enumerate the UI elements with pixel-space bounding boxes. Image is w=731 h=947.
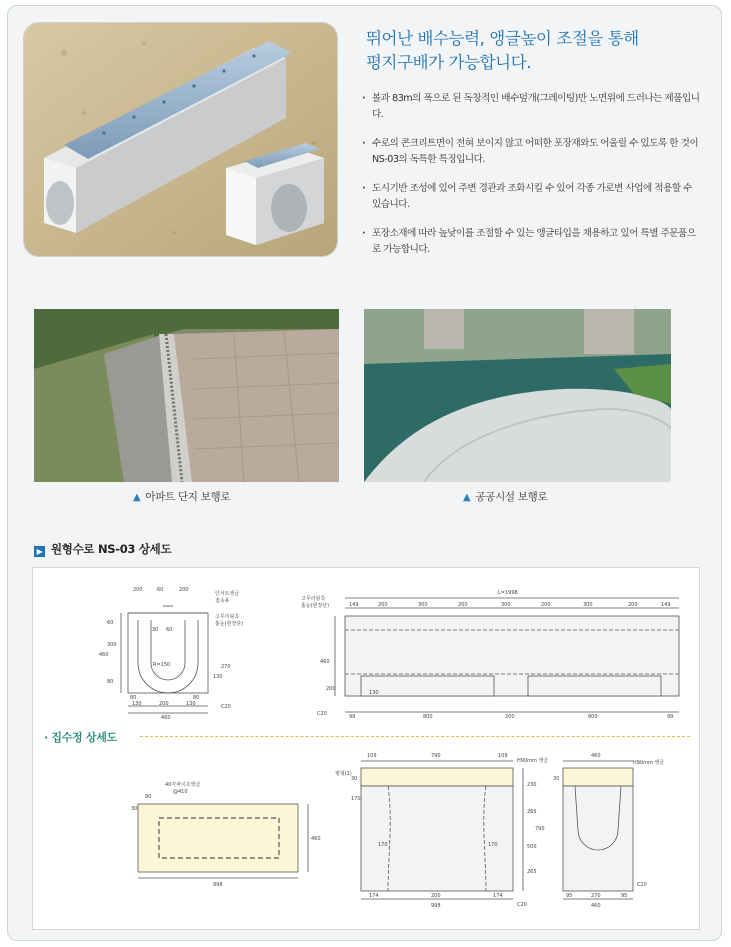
feature-item: · 볼과 83m의 폭으로 된 독창적인 배수덮개(그레이팅)만 노면위에 드러나는 제품입니다. xyxy=(362,91,702,122)
headline-line-1: 뛰어난 배수능력, 앵글높이 조절을 통해 xyxy=(366,29,639,48)
dim-label: 270 xyxy=(591,893,601,899)
product-hero-image xyxy=(23,22,338,257)
dim-label: 99 xyxy=(349,714,356,720)
dim-label: 149 xyxy=(349,602,359,608)
side-elevation-drawing xyxy=(335,598,679,712)
headline-line-2: 평지구배가 가능합니다. xyxy=(366,53,532,72)
dim-label: 200 xyxy=(159,701,169,707)
dim-label: 500 xyxy=(527,844,537,850)
dim-label: 800 xyxy=(423,714,433,720)
dim-label: 30 xyxy=(152,627,159,633)
feature-item: · 도시기반 조성에 있어 주변 경관과 조화시킬 수 있어 각종 가로변 사업에 적용할 수 있습니다. xyxy=(362,181,702,212)
dim-label: 200 xyxy=(541,602,551,608)
dim-label: 109 xyxy=(367,753,377,759)
dim-label: C20 xyxy=(517,902,527,908)
dim-label: 130 xyxy=(132,701,142,707)
dim-label: 60 xyxy=(166,627,173,633)
dim-label: 174 xyxy=(493,893,503,899)
feature-item: · 포장소재에 따라 높낮이를 조절할 수 있는 앵글타입을 채용하고 있어 특별 주문품으로 가능합니다. xyxy=(362,226,702,257)
dim-label: 170 xyxy=(378,842,388,848)
catch-basin-plan-drawing xyxy=(138,804,308,878)
dim-label: 174 xyxy=(369,893,379,899)
technical-drawing-panel xyxy=(32,567,700,930)
catch-basin-side-drawing xyxy=(361,761,523,899)
dim-label: 300 xyxy=(583,602,593,608)
dim-label: C20 xyxy=(221,704,231,710)
dim-label: 95 xyxy=(621,893,628,899)
dim-label: H90mm 앵글 xyxy=(633,760,665,766)
headline xyxy=(366,27,706,75)
dim-label: 30 xyxy=(131,806,138,812)
dim-label: 홈눈(현장단) xyxy=(215,621,244,627)
dim-label: 고무리핑측 xyxy=(215,614,240,620)
public-walkway-photo xyxy=(364,309,671,482)
dim-label: 인서트앵글 xyxy=(215,591,240,597)
dim-label: 200 xyxy=(326,686,336,692)
dim-label: 200 xyxy=(133,587,143,593)
dim-label: 300 xyxy=(501,602,511,608)
catch-basin-front-drawing xyxy=(563,761,633,899)
dim-label: 200 xyxy=(458,602,468,608)
dim-label: 460 xyxy=(99,652,109,658)
dim-label: C20 xyxy=(317,711,327,717)
dim-label: 170 xyxy=(488,842,498,848)
dim-label: 460 xyxy=(311,836,321,842)
dim-label: 130 xyxy=(186,701,196,707)
dim-label: 홈눈(현장단) xyxy=(301,603,330,609)
dim-label: 170 xyxy=(351,796,361,802)
dim-label: 99 xyxy=(667,714,674,720)
dim-label: 80 xyxy=(107,679,114,685)
dim-label: 130 xyxy=(213,674,223,680)
dim-label: 30 xyxy=(351,776,358,782)
dim-label: 270 xyxy=(221,664,231,670)
dim-label: 230 xyxy=(527,782,537,788)
dim-label: 998 xyxy=(213,882,223,888)
apartment-walkway-photo xyxy=(34,309,339,482)
dim-label: 200 xyxy=(179,587,189,593)
dim-label: 200 xyxy=(431,893,441,899)
divider xyxy=(140,736,690,737)
dim-label: 998 xyxy=(431,903,441,909)
dim-label: 300 xyxy=(418,602,428,608)
dim-label: 80 xyxy=(130,695,137,701)
dim-label: 265 xyxy=(527,869,537,875)
dim-label: 200 xyxy=(628,602,638,608)
dim-label: 200 xyxy=(378,602,388,608)
dim-label: R=150 xyxy=(153,662,171,668)
dim-label: 80 xyxy=(145,794,152,800)
dim-label: 130 xyxy=(369,690,379,696)
dim-label: 800 xyxy=(588,714,598,720)
photo-caption-2: ▲ 공공시설 보행로 xyxy=(463,491,548,503)
arrow-square-icon: ▶ xyxy=(34,546,45,557)
dim-label: 109 xyxy=(498,753,508,759)
photo-caption-1: ▲ 아파트 단지 보행로 xyxy=(133,491,231,503)
dim-label: 460 xyxy=(591,753,601,759)
feature-item: · 수로의 콘크리트면이 전혀 보이지 않고 어떠한 포장재와도 어울릴 수 있도록 한 것이 NS-03의 독특한 특징입니다. xyxy=(362,136,702,167)
dim-label: 149 xyxy=(661,602,671,608)
dim-label: H90mm 앵글 xyxy=(517,758,549,764)
dim-label: 고무리핑측 xyxy=(301,596,326,602)
dim-label: 접속용 xyxy=(215,598,230,604)
dim-label: 평형(1) xyxy=(335,771,352,777)
dim-label: L=1998 xyxy=(498,590,518,596)
dim-label: 60 xyxy=(107,620,114,626)
dim-label: 80 xyxy=(193,695,200,701)
dim-label: 95 xyxy=(566,893,573,899)
triangle-up-icon: ▲ xyxy=(463,492,471,503)
dim-label: 300 xyxy=(107,642,117,648)
triangle-up-icon: ▲ xyxy=(133,492,141,503)
dim-label: 460 xyxy=(161,715,171,721)
dim-label: 790 xyxy=(431,753,441,759)
dim-label: 40각파이프앵글 xyxy=(165,782,201,788)
dim-label: 460 xyxy=(320,659,330,665)
dim-label: 460 xyxy=(591,903,601,909)
dim-label: 790 xyxy=(535,826,545,832)
dim-label: 265 xyxy=(527,809,537,815)
dim-label: C20 xyxy=(637,882,647,888)
feature-list xyxy=(362,91,702,271)
catch-basin-subtitle: · 집수정 상세도 xyxy=(44,731,117,744)
technical-drawings xyxy=(33,568,699,929)
section-title: ▶ 원형수로 NS-03 상세도 xyxy=(34,541,171,557)
dim-label: 60 xyxy=(157,587,164,593)
dim-label: @410 xyxy=(173,789,188,795)
dim-label: 30 xyxy=(553,776,560,782)
dim-label: 200 xyxy=(505,714,515,720)
